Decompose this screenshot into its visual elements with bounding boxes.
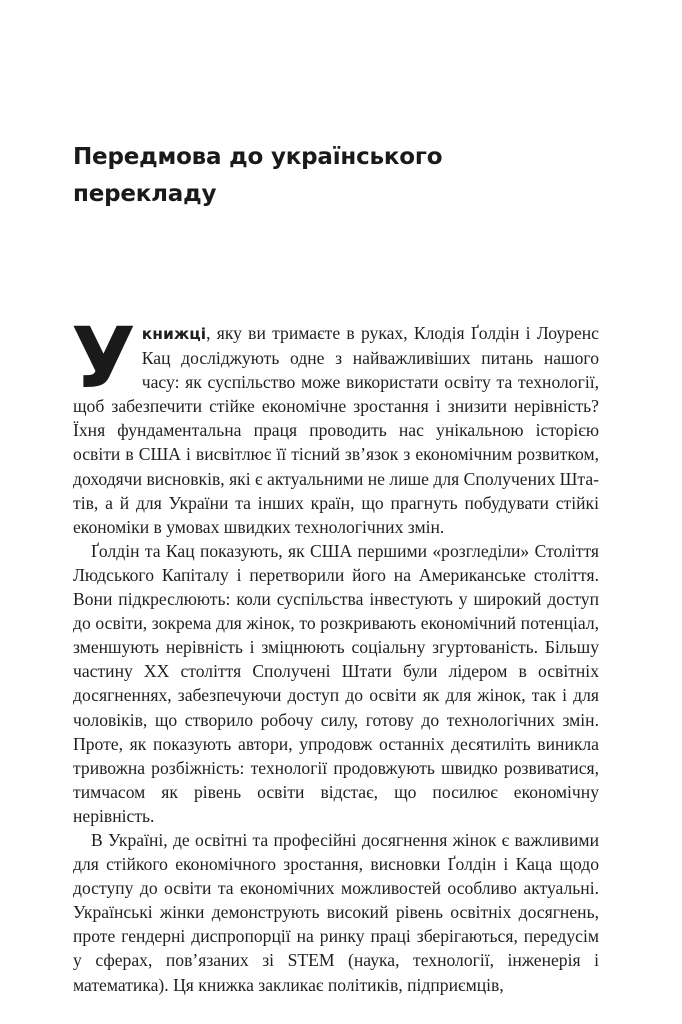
paragraph-3: В Україні, де освітні та професійні досягнення жінок є важливими для стійкого економічного зростання, висновки Ґолдін і Каца щодо доступу до освіти та економічних можливостей особливо актуальні. Українські жінки демонструють високий рівень освітніх досягнень, проте гендерні диспропорції на ринку праці зберігаються, передусім у сферах, пов’язаних зі STEM (наука, технології, інженерія і математика). Ця книжка закликає політиків, підприємців, — [73, 829, 599, 995]
paragraph-2: Ґолдін та Кац показують, як США першими «розгледіли» Століття Людського Капіталу і перетворили його на Американське століття. Вони підкреслюють: коли суспільства інвестують у широкий доступ до освіти, зокрема для жінок, то розкривають економічний потенціал, зменшують нерівність і зміцнюють соціальну згуртованість. Більшу частину XX століття Сполучені Штати були лідером в освітніх досягненнях, забезпечуючи доступ до освіти як для жінок, так і для чоловіків, що створило робочу силу, готову до технологічних змін. Проте, як показують автори, упродовж останніх десятиліть виникла тривожна розбіжність: технології продовжують швидко розвиватися, тимчасом як рівень освіти відстає, що посилює економічну нерівність. — [73, 540, 599, 826]
chapter-title — [73, 139, 593, 213]
chapter-title-line-1: Передмова до українського — [73, 144, 443, 170]
intro-paragraph — [71, 309, 599, 539]
intro-text: , яку ви тримаєте в руках, Клодія Ґолдін і Лоуренс Кац досліджують одне з найважливіших питань нашого часу: як суспільство може використати освіту та технології, щоб забезпечити стійке економічне зростання і знизити нерівність? Їхня фундаментальна праця проводить нас унікальною історією освіти в США і висвітлює її тісний зв’язок з економічним розвитком, доходячи висновків, які є актуальними не лише для Сполучених Штатів, а й для України та інших країн, що прагнуть побудувати стійкі економіки в умовах швидких технологічних змін. — [73, 323, 599, 537]
lead-word: книжці — [141, 325, 207, 343]
body-text — [71, 309, 599, 997]
chapter-title-line-2: перекладу — [73, 181, 217, 207]
drop-cap: У — [71, 309, 136, 407]
